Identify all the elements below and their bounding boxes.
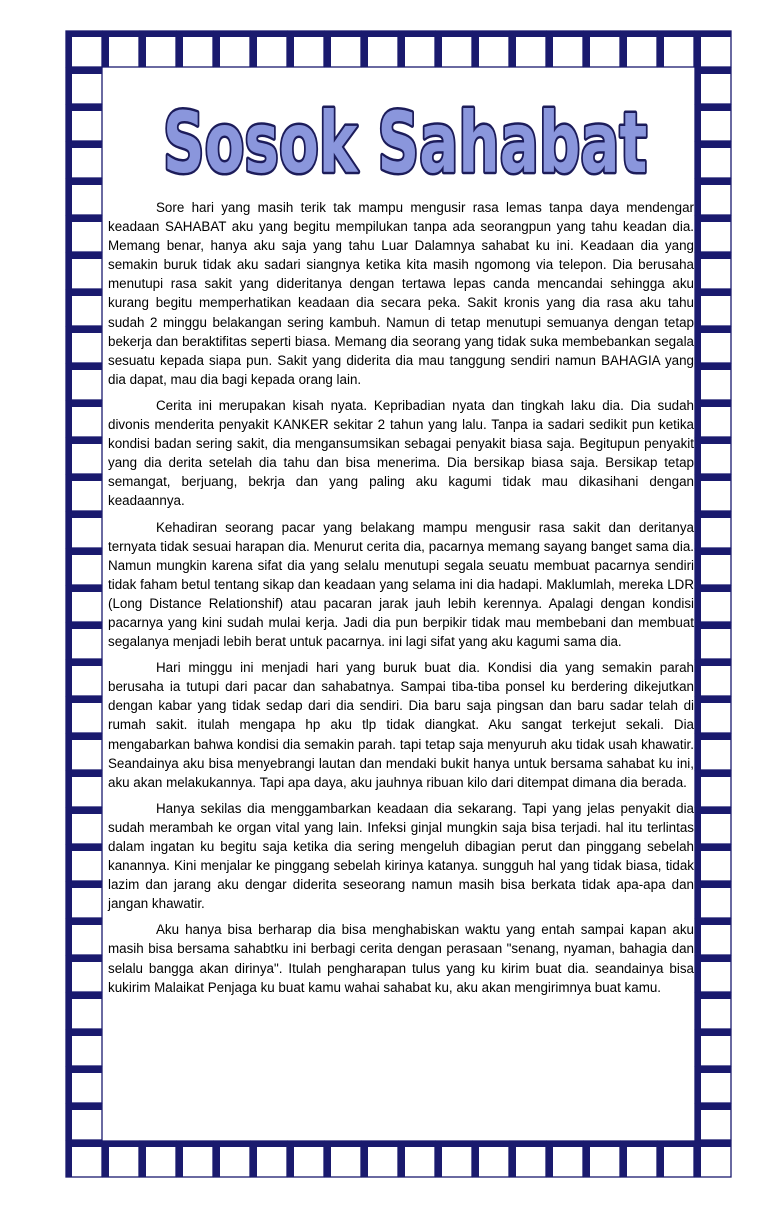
- border-box: [66, 734, 102, 770]
- border-box: [695, 401, 731, 437]
- border-box: [695, 438, 731, 474]
- paragraph-3: Kehadiran seorang pacar yang belakang mampu mengusir rasa sakit dan deritanya ternyata tidak sesuai harapan dia. Menurut cerita dia, pacarnya memang sayang banget sama dia. Namun mungkin karena sifat dia yang selalu menutupi segala seuatu membuat pacarnya sendiri tidak faham betul tentang sikap dan keadaan yang selama ini dia hadapi. Maklumlah, mereka LDR (Long Distance Relationshif) atau pacaran jarak jauh lebih kerennya. Apalagi dengan kondisi pacarnya yang kini sudah mulai kerja. Jadi dia pun berpikir tidak mau membebani dan membuat segalanya menjadi lebih berat untuk pacarnya. ini lagi sifat yang aku kagumi sama dia.: [108, 519, 694, 650]
- border-box: [66, 586, 102, 622]
- border-box: [66, 956, 102, 992]
- border-box: [695, 845, 731, 881]
- border-box: [584, 31, 620, 67]
- border-box: [695, 105, 731, 141]
- page-title: [162, 84, 648, 194]
- border-box: [695, 327, 731, 363]
- border-box: [362, 1141, 398, 1177]
- border-box: [140, 31, 176, 67]
- border-box: [436, 31, 472, 67]
- article-body: [108, 198, 694, 1004]
- border-box: [436, 1141, 472, 1177]
- border-box: [695, 586, 731, 622]
- border-box: [288, 1141, 324, 1177]
- border-box: [66, 327, 102, 363]
- border-box: [362, 31, 398, 67]
- border-box: [103, 1141, 139, 1177]
- border-box: [214, 31, 250, 67]
- border-box: [66, 919, 102, 955]
- paragraph-1: Sore hari yang masih terik tak mampu mengusir rasa lemas tanpa daya mendengar keadaan SAHABAT aku yang begitu mempilukan tanpa ada seorangpun yang tahu keadan dia. Memang benar, hanya aku saja yang tahu Luar Dalamnya sahabat ku ini. Keadaan dia yang semakin buruk tidak aku sadari siangnya ketika kita masih ngomong via telepon. Dia berusaha menutupi rasa sakit yang dideritanya dengan tertawa lepas canda mencandai sehingga aku kurang begitu memperhatikan keadaan dia secara peka. Sakit kronis yang dia rasa aku tahu sudah 2 minggu belakangan sering kambuh. Namun di tetap menutupi semuanya dengan tetap bekerja dan beraktifitas seperti biasa. Memang dia seorang yang tidak suka membebankan segala sesuatu kepada siapa pun. Sakit yang diderita dia mau tanggung sendiri namun BAHAGIA yang dia dapat, mau dia bagi kepada orang lain.: [108, 200, 694, 387]
- border-box: [658, 31, 694, 67]
- border-box: [658, 1141, 694, 1177]
- border-box: [66, 475, 102, 511]
- border-box: [695, 993, 731, 1029]
- border-box: [66, 549, 102, 585]
- border-box: [473, 31, 509, 67]
- border-box: [66, 216, 102, 252]
- border-box: [695, 142, 731, 178]
- paragraph-4: Hari minggu ini menjadi hari yang buruk buat dia. Kondisi dia yang semakin parah berusaha ia tutupi dari pacar dan sahabatnya. Sampai tiba-tiba ponsel ku berdering dikejutkan dengan kabar yang tidak sedap dari dia sendiri. Dia baru saja pingsan dan baru sadar telah di rumah sakit. itulah mengapa hp aku tlp tidak diangkat. Aku sangat terkejut sekali. Dia mengabarkan bahwa kondisi dia semakin parah. tapi tetap saja menyuruh aku tidak usah khawatir. Seandainya aku bisa menyebrangi lautan dan mendaki bukit hanya untuk bersama sahabat ku ini, aku akan melakukannya. Tapi apa daya, aku jauhnya ribuan kilo dari ditempat dimana dia berada.: [108, 660, 694, 790]
- border-box: [288, 31, 324, 67]
- border-box: [695, 697, 731, 733]
- border-box: [695, 808, 731, 844]
- border-box: [66, 401, 102, 437]
- border-box: [399, 31, 435, 67]
- border-box: [547, 1141, 583, 1177]
- border-box: [66, 845, 102, 881]
- border-box: [695, 216, 731, 252]
- border-box: [695, 919, 731, 955]
- border-box: [177, 31, 213, 67]
- border-box: [66, 1141, 102, 1177]
- border-box: [695, 179, 731, 215]
- border-box: [66, 993, 102, 1029]
- border-box: [251, 1141, 287, 1177]
- border-box: [66, 771, 102, 807]
- border-box: [66, 290, 102, 326]
- border-box: [695, 31, 731, 67]
- border-box: [473, 1141, 509, 1177]
- border-box: [510, 1141, 546, 1177]
- border-box: [66, 1067, 102, 1103]
- border-box: [695, 68, 731, 104]
- border-box: [251, 31, 287, 67]
- border-box: [695, 956, 731, 992]
- border-box: [547, 31, 583, 67]
- border-box: [695, 734, 731, 770]
- border-box: [66, 142, 102, 178]
- border-box: [695, 1030, 731, 1066]
- border-box: [177, 1141, 213, 1177]
- border-box: [66, 1030, 102, 1066]
- border-box: [66, 623, 102, 659]
- border-box: [66, 660, 102, 696]
- border-box: [66, 512, 102, 548]
- border-box: [66, 68, 102, 104]
- border-box: [66, 364, 102, 400]
- border-box: [695, 623, 731, 659]
- page-title-text: Sosok Sahabat: [162, 95, 648, 193]
- border-box: [695, 660, 731, 696]
- border-box: [695, 475, 731, 511]
- border-box: [621, 31, 657, 67]
- border-box: [695, 882, 731, 918]
- border-box: [66, 1104, 102, 1140]
- border-box: [695, 1067, 731, 1103]
- border-box: [510, 31, 546, 67]
- border-box: [325, 31, 361, 67]
- border-box: [325, 1141, 361, 1177]
- border-box: [695, 1141, 731, 1177]
- border-box: [621, 1141, 657, 1177]
- border-box: [66, 808, 102, 844]
- border-box: [399, 1141, 435, 1177]
- border-box: [695, 771, 731, 807]
- border-box: [66, 31, 102, 67]
- border-box: [584, 1141, 620, 1177]
- border-box: [66, 105, 102, 141]
- paragraph-6: Aku hanya bisa berharap dia bisa menghabiskan waktu yang entah sampai kapan aku masih bisa bersama sahabtku ini berbagi cerita dengan perasaan "senang, nyaman, bahagia dan selalu bangga akan dirinya". Itulah pengharapan tulus yang ku kirim buat dia. seandainya bisa kukirim Malaikat Penjaga ku buat kamu wahai sahabat ku, aku akan mengirimnya buat kamu.: [108, 922, 694, 995]
- border-box: [695, 512, 731, 548]
- border-box: [695, 1104, 731, 1140]
- paragraph-2: Cerita ini merupakan kisah nyata. Kepribadian nyata dan tingkah laku dia. Dia sudah divonis menderita penyakit KANKER sekitar 2 tahun yang lalu. Tanpa ia sadari sedikit pun ketika kondisi badan sering sakit, dia mengansumsikan sebagai penyakit biasa saja. Begitupun penyakit yang dia derita setelah dia tahu dan bisa menerima. Dia bersikap biasa saja. Bersikap tetap semangat, berjuang, bekrja dan yang paling aku kagumi tidak mau dikasihani dengan keadaannya.: [108, 397, 694, 509]
- border-box: [695, 364, 731, 400]
- paragraph-5: Hanya sekilas dia menggambarkan keadaan dia sekarang. Tapi yang jelas penyakit dia sudah merambah ke organ vital yang lain. Infeksi ginjal mungkin saja bisa terjadi. hal itu terlintas dalam ingatan ku begitu saja ketika dia sering mengeluh dibagian perut dan pinggang sebelah kanannya. Kini menjalar ke pinggang sebelah kirinya katanya. sungguh hal yang tidak biasa, tidak lazim dan jarang aku dengar diderita seseorang namun masih bisa berkata tidak apa-apa dan jangan khawatir.: [108, 800, 694, 912]
- border-box: [66, 253, 102, 289]
- border-box: [214, 1141, 250, 1177]
- border-box: [66, 697, 102, 733]
- border-box: [695, 253, 731, 289]
- border-box: [695, 549, 731, 585]
- border-box: [66, 882, 102, 918]
- border-box: [103, 31, 139, 67]
- border-box: [66, 438, 102, 474]
- border-box: [66, 179, 102, 215]
- border-box: [695, 290, 731, 326]
- border-box: [140, 1141, 176, 1177]
